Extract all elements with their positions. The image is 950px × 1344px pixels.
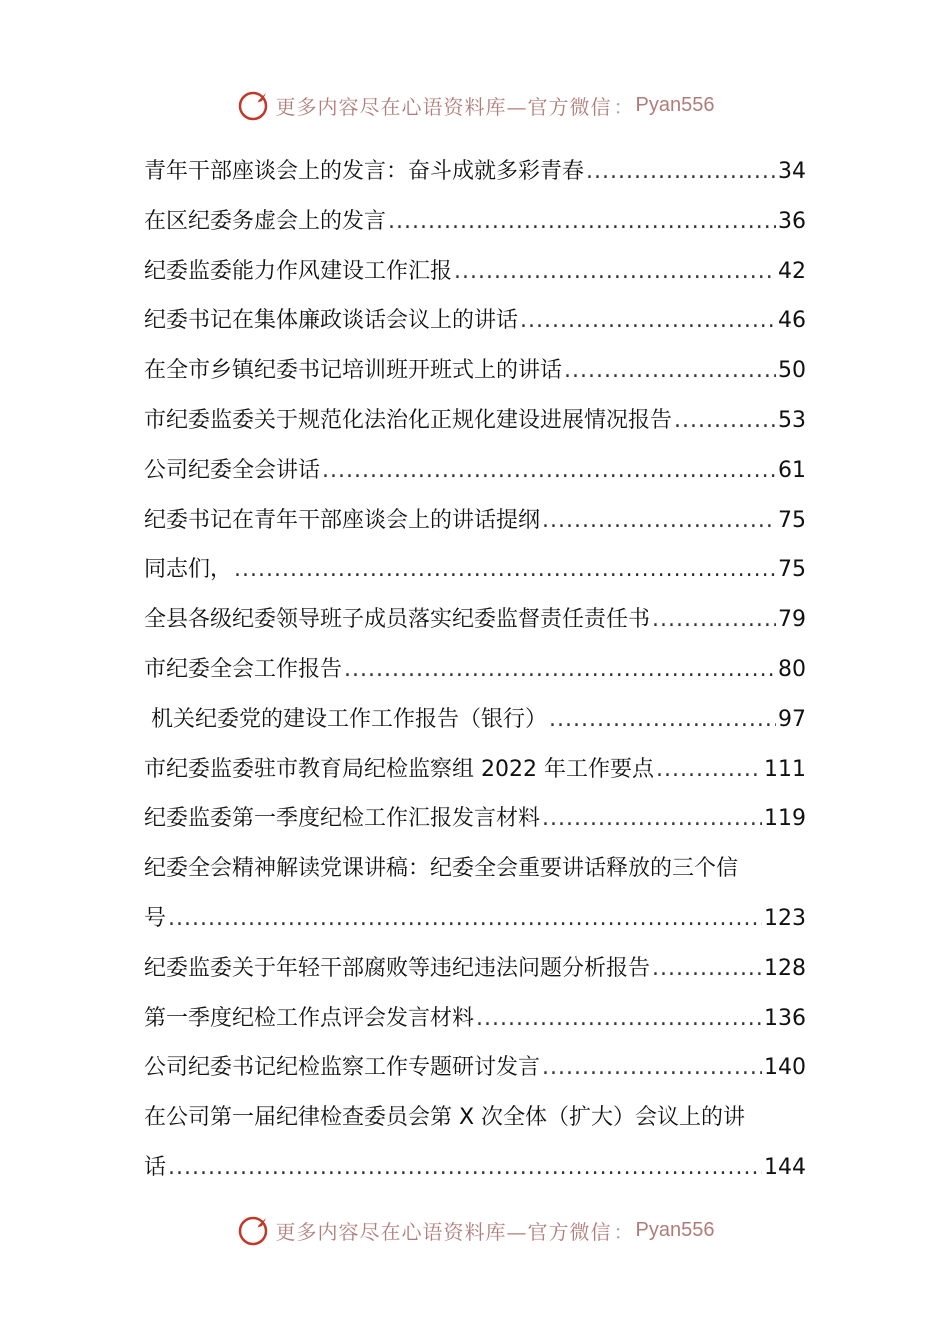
footer-watermark-banner — [0, 1210, 950, 1250]
toc-entry-title: 在全市乡镇纪委书记培训班开班式上的讲话 — [144, 358, 563, 384]
toc-leader-dots — [542, 794, 762, 844]
toc-entry[interactable] — [144, 794, 806, 844]
toc-entry[interactable] — [144, 695, 806, 745]
toc-entry-page: 75 — [778, 557, 806, 583]
toc-entry-page: 50 — [778, 358, 806, 384]
toc-entry-title: 纪委监委第一季度纪检工作汇报发言材料 — [144, 806, 541, 832]
toc-leader-dots — [542, 1043, 762, 1093]
toc-entry-title: 市纪委监委关于规范化法治化正规化建设进展情况报告 — [144, 407, 673, 433]
toc-entry[interactable] — [144, 595, 806, 645]
toc-entry-title: 纪委书记在青年干部座谈会上的讲话提纲 — [144, 507, 541, 533]
toc-leader-dots — [564, 346, 776, 396]
toc-entry-title: 机关纪委党的建设工作工作报告（银行） — [151, 706, 548, 732]
toc-entry-page: 42 — [778, 258, 806, 284]
toc-entry-title: 纪委书记在集体廉政谈话会议上的讲话 — [144, 308, 519, 334]
toc-entry[interactable] — [144, 545, 806, 595]
toc-entry[interactable] — [144, 496, 806, 546]
toc-leader-dots — [476, 994, 762, 1044]
toc-entry-title: 纪委监委能力作风建设工作汇报 — [144, 258, 453, 284]
toc-leader-dots — [652, 944, 762, 994]
toc-entry-page: 53 — [778, 407, 806, 433]
watermark-handle: Pyan556 — [635, 93, 715, 116]
watermark-colon: ： — [613, 94, 634, 119]
quill-logo-icon — [236, 87, 272, 123]
toc-entry[interactable] — [144, 346, 806, 396]
toc-entry-title: 公司纪委书记纪检监察工作专题研讨发言 — [144, 1055, 541, 1081]
toc-leader-dots — [549, 695, 776, 745]
toc-leader-dots — [234, 545, 776, 595]
toc-entry[interactable] — [144, 446, 806, 496]
toc-entry-page: 75 — [778, 507, 806, 533]
watermark-colon: ： — [613, 1219, 634, 1244]
toc-entry-title: 同志们， — [144, 557, 233, 583]
toc-entry-title: 公司纪委全会讲话 — [144, 457, 321, 483]
toc-leader-dots — [656, 745, 762, 795]
quill-logo-icon — [236, 1212, 272, 1248]
toc-entry-page: 119 — [764, 806, 806, 832]
toc-leader-dots — [454, 247, 776, 297]
toc-entry-title: 纪委监委关于年轻干部腐败等违纪违法问题分析报告 — [144, 955, 651, 981]
toc-entry-page: 46 — [778, 308, 806, 334]
toc-leader-dots — [168, 1143, 762, 1193]
toc-entry-page: 111 — [764, 756, 806, 782]
toc-leader-dots — [322, 446, 776, 496]
toc-entry-title: 在区纪委务虚会上的发言 — [144, 208, 387, 234]
watermark-brand-text: 更多内容尽在心语资料库—官方微信 — [275, 1219, 612, 1244]
toc-entry-page: 144 — [764, 1154, 806, 1180]
toc-leader-dots — [520, 296, 776, 346]
toc-leader-dots — [388, 197, 776, 247]
toc-leader-dots — [652, 595, 776, 645]
toc-entry-title: 市纪委全会工作报告 — [144, 656, 343, 682]
toc-entry-page: 97 — [778, 706, 806, 732]
toc-entry[interactable] — [144, 994, 806, 1044]
watermark-handle: Pyan556 — [635, 1218, 715, 1241]
toc-entry-title: 市纪委监委驻市教育局纪检监察组 2022 年工作要点 — [144, 756, 654, 782]
toc-entry[interactable] — [144, 296, 806, 346]
toc-entry-title: 青年干部座谈会上的发言：奋斗成就多彩青春 — [144, 159, 585, 184]
toc-entry[interactable] — [144, 745, 806, 795]
toc-entry[interactable] — [144, 1093, 806, 1193]
toc-entry[interactable] — [144, 944, 806, 994]
toc-entry[interactable] — [144, 147, 806, 197]
toc-entry-title: 全县各级纪委领导班子成员落实纪委监督责任责任书 — [144, 607, 651, 633]
toc-entry[interactable] — [144, 645, 806, 695]
watermark-brand-text: 更多内容尽在心语资料库—官方微信 — [275, 94, 612, 119]
header-watermark-banner — [0, 85, 950, 125]
toc-entry-page: 80 — [778, 656, 806, 682]
toc-entry-page: 36 — [778, 208, 806, 234]
toc-entry[interactable] — [144, 197, 806, 247]
toc-entry-page: 123 — [764, 905, 806, 931]
toc-entry-title-line1: 纪委全会精神解读党课讲稿：纪委全会重要讲话释放的三个信 — [144, 856, 739, 882]
toc-entry-title-line2: 话 — [144, 1154, 167, 1180]
toc-leader-dots — [168, 894, 762, 944]
toc-entry-title-line2: 号 — [144, 905, 167, 931]
toc-entry-title-line1: 在公司第一届纪律检查委员会第 X 次全体（扩大）会议上的讲 — [144, 1105, 746, 1131]
toc-entry-page: 34 — [778, 159, 806, 184]
toc-entry-page: 79 — [778, 607, 806, 633]
table-of-contents — [144, 147, 806, 1193]
toc-leader-dots — [542, 496, 776, 546]
toc-leader-dots — [586, 147, 776, 197]
toc-entry-page: 136 — [764, 1005, 806, 1031]
toc-entry-page: 140 — [764, 1055, 806, 1081]
toc-leader-dots — [674, 396, 776, 446]
toc-entry[interactable] — [144, 1043, 806, 1093]
toc-entry-page: 61 — [778, 457, 806, 483]
toc-entry[interactable] — [144, 247, 806, 297]
toc-entry[interactable] — [144, 396, 806, 446]
toc-entry-title: 第一季度纪检工作点评会发言材料 — [144, 1005, 475, 1031]
toc-entry-page: 128 — [764, 955, 806, 981]
toc-entry[interactable] — [144, 844, 806, 944]
toc-leader-dots — [344, 645, 776, 695]
